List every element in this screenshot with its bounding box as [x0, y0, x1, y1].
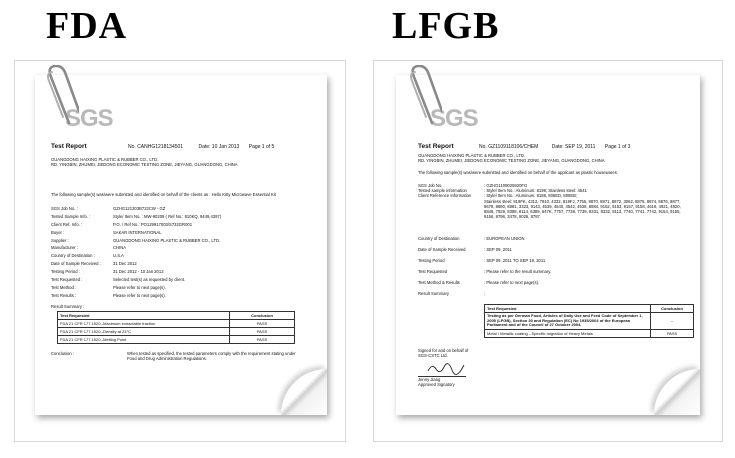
sgs-logo: SGS	[430, 105, 478, 132]
result-table	[57, 311, 295, 344]
field-label: Test Results :	[51, 292, 77, 298]
table-row	[58, 320, 295, 328]
field-row	[51, 245, 221, 253]
paperclip-icon	[402, 65, 442, 129]
company-name: GUANGDONG HAIXING PLASTIC & RUBBER CO., LTD.	[418, 153, 526, 158]
report-page: Page 1 of 3	[604, 144, 631, 150]
report-header	[51, 143, 274, 150]
signatory-name: Jenny Jiang	[418, 377, 441, 382]
table-header-row	[58, 312, 295, 320]
field-value: GZHG121203B722CW - GZ	[113, 206, 166, 211]
report-number: No. GZ1109118106/CHEM	[479, 144, 539, 150]
report-date: Date: SEP 19, 2011	[551, 144, 596, 150]
field-row	[418, 247, 551, 258]
field-row	[51, 206, 221, 214]
field-value: 31 Dec 2012 - 10 Jan 2013	[113, 269, 164, 275]
lfgb-heading: LFGB	[392, 5, 500, 47]
test-requested-cell: FDA 21 CFR 177.1520--Density at 23°C	[58, 328, 230, 336]
conclusion-cell: PASS	[230, 336, 295, 344]
test-requested-cell: FDA 21 CFR 177.1520--Maximum extractable fraction	[58, 320, 230, 328]
field-value: : Please refer to the result summary.	[484, 269, 552, 274]
field-label: SGS Job No. :	[51, 206, 78, 211]
fda-document-frame	[14, 60, 346, 442]
page-curl	[654, 369, 700, 415]
table-row	[485, 329, 694, 337]
field-label: Test Method :	[51, 284, 77, 290]
field-row	[51, 285, 221, 293]
field-label: Test Requested	[418, 269, 448, 274]
page-curl	[281, 369, 327, 415]
intro-text: The following sample(s) was/were submitted and identified on behalf of the applicant as plastic housewares	[418, 170, 617, 175]
field-label: Buyer :	[51, 229, 65, 235]
field-row	[418, 280, 551, 291]
report-page: Page 1 of 5	[248, 144, 275, 150]
field-value: : SEP 09, 2011 TO SEP 19, 2011	[484, 258, 546, 263]
col-conclusion: Conclusion	[230, 312, 295, 320]
field-value: U.S.A	[113, 253, 124, 259]
field-row	[51, 293, 221, 301]
conclusion-label: Conclusion :	[51, 351, 75, 356]
sample-fields	[51, 206, 221, 301]
fda-heading: FDA	[46, 5, 128, 47]
test-requested-cell: Testing as per German Food, Articles of Daily Use and Feed Code of September 1, 2005 (LFGB), Section 30 and Regulation (EC) No 1935/2004 of the European Parliament and of the Council of 27 October 2004.	[485, 313, 651, 330]
field-label: Date of Sample Received	[418, 247, 466, 252]
intro-text: The following sample(s) was/were submitted and identified on behalf of the clients as : Hello Kitty Microwave Essential Kit	[51, 192, 276, 197]
sample-fields-2	[418, 236, 551, 302]
field-label: Manufacturer :	[51, 245, 78, 251]
field-value: : Stylel Item No.: Aluminum: 8199; Stainless steel: 4541	[484, 188, 587, 194]
field-value: P.O. / Ref No.: PO129917003/S732GR001	[113, 221, 193, 227]
field-label: Testing Period :	[51, 269, 80, 275]
field-label: Testing Period	[418, 258, 445, 263]
field-row	[418, 291, 551, 302]
test-requested-cell: FDA 21 CFR 177.1520--Melting Point	[58, 336, 230, 344]
col-conclusion: Conclusion	[651, 305, 694, 313]
conclusion-cell: --	[651, 313, 694, 330]
field-label: Client Reference Information	[418, 193, 472, 199]
test-requested-cell: Metal / Metallic coating --Specific migration of Heavy Metals	[485, 329, 651, 337]
field-row	[418, 269, 551, 280]
field-row	[51, 261, 221, 269]
signed-line-2: SGS-CSTC Ltd.	[418, 353, 448, 358]
field-label: Date of Sample Received :	[51, 261, 101, 267]
report-title: Test Report	[418, 143, 454, 150]
field-value: :	[484, 291, 486, 296]
field-value: : Stylel Item No.: Aluminum: 8188, 806ED, 806EB;	[484, 193, 578, 199]
field-label: Tested sample information	[418, 188, 467, 194]
paperclip-icon	[39, 65, 79, 129]
field-row	[418, 193, 587, 198]
field-value: GUANGDONG HAIXING PLASTIC & RUBBER CO., LTD.	[113, 237, 221, 243]
field-label: Country of Destination :	[51, 253, 95, 259]
field-row	[418, 258, 551, 269]
signatory-title: Approved Signatory	[418, 382, 455, 387]
field-value: Please refer to next page(s).	[113, 284, 166, 290]
field-value: : GZHG1109025920FG	[484, 183, 528, 188]
report-date: Date: 10 Jan 2013	[198, 144, 240, 150]
report-title: Test Report	[51, 143, 87, 150]
table-header-row	[485, 305, 694, 313]
field-value: : Please refer to next page(s).	[484, 280, 540, 285]
conclusion-cell: PASS	[230, 328, 295, 336]
result-summary-label: Result Summary :	[51, 304, 85, 309]
field-value: Selected test(s) as requested by client.	[113, 277, 186, 283]
field-row	[51, 253, 221, 261]
field-label: SGS Job No.	[418, 183, 443, 188]
company-address: RD. YINGBIN, ZHUMEI, JIEDONG ECONOMIC TESTING ZONE, JIEYANG, GUANGDONG, CHINA	[418, 158, 605, 163]
signed-line-1: Signed for and on behalf of	[418, 348, 469, 353]
lfgb-document-frame	[373, 60, 723, 442]
conclusion-cell: PASS	[651, 329, 694, 337]
field-row	[51, 214, 221, 222]
conclusion-text: When tested as specified, the tested parameters comply with the requirement stating under Food and Drug Administration Regulations.	[127, 351, 296, 361]
field-row	[51, 222, 221, 230]
col-test-requested: Test Requested	[58, 312, 230, 320]
company-name: GUANGDONG HAIXING PLASTIC & RUBBER CO., LTD.	[51, 157, 159, 162]
field-row	[418, 236, 551, 247]
field-row	[51, 277, 221, 285]
field-row	[51, 230, 221, 238]
field-label: Test Requested :	[51, 277, 83, 283]
field-label: Tested Sample Info. :	[51, 213, 91, 219]
report-header	[418, 143, 630, 150]
field-value: : SEP 09, 2011	[484, 247, 512, 252]
field-value: SAKAR INTERNATIONAL	[113, 229, 162, 235]
field-value: CHINA	[113, 245, 127, 251]
field-label: Supplier :	[51, 237, 69, 243]
company-address: RD. YINGBIN, ZHUMEI, JIEDONG ECONOMIC TESTING ZONE, JIEYANG, GUANGDONG, CHINA	[51, 162, 238, 167]
field-label: Country of Destination	[418, 236, 460, 241]
field-label: Client Ref. Info. :	[51, 221, 83, 227]
field-row	[51, 269, 221, 277]
sample-fields	[418, 183, 587, 199]
field-value: : EUROPEAN UNION	[484, 236, 525, 241]
sgs-logo: SGS	[65, 105, 113, 132]
field-label: Test Method & Results	[418, 280, 460, 285]
field-value: Please refer to next page(s).	[113, 292, 166, 298]
field-value: 31 Dec 2012	[113, 261, 137, 267]
conclusion-cell: PASS	[230, 320, 295, 328]
client-ref-more: Stainless steel: 819FK, 4312, 7910, 4332, 819FJ, 7755, 8870, 8871, 8872, 3062, 8875, 8874, 8876, 8877, 8678, 8880, 8881, 3323, 9143, 4539, 4540, 4542, 4538, 8884, 9152, 9153, 9157, 9158, 4619, 4921, 4920, 8848, 7929, 8388, 8114, 6389, 647K, 7757, 7738, 7739, 8331, 8332, 8113, 7740, 7741, 7742, 9154, 9155, 9156, 8796, 3478, 9026, 8787	[484, 199, 681, 219]
table-row	[58, 336, 295, 344]
col-test-requested: Test Requested	[485, 305, 651, 313]
report-number: No. CANHG1218134501	[128, 144, 184, 150]
field-value: Style/ Item No. : MW-90209 ( Ref No.: 810KQ, 9449,4397)	[113, 213, 222, 219]
table-row	[58, 328, 295, 336]
field-label: Result Summary	[418, 291, 449, 296]
table-row	[485, 313, 694, 330]
result-table	[484, 304, 694, 338]
field-row	[51, 238, 221, 246]
